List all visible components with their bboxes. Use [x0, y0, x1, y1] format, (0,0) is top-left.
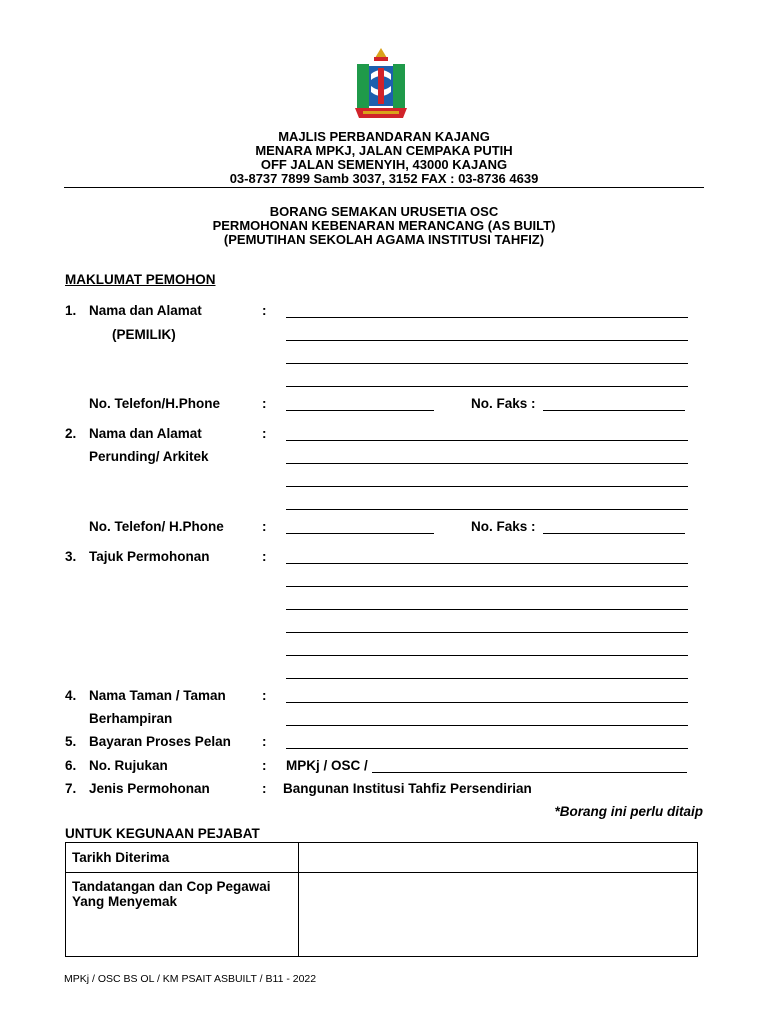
field7-label: Jenis Permohonan	[89, 781, 210, 796]
field1-line-4[interactable]	[286, 386, 688, 387]
field1-fax-line[interactable]	[543, 410, 685, 411]
field1-line-2[interactable]	[286, 340, 688, 341]
field2-sublabel: Perunding/ Arkitek	[89, 449, 209, 464]
field2-phone-colon: :	[262, 519, 267, 534]
field7-number: 7.	[65, 781, 77, 796]
field4-sublabel: Berhampiran	[89, 711, 173, 726]
field6-colon: :	[262, 758, 267, 773]
field1-label: Nama dan Alamat	[89, 303, 202, 318]
field3-line-3[interactable]	[286, 609, 688, 610]
field6-line[interactable]	[372, 772, 687, 773]
field2-line-1[interactable]	[286, 440, 688, 441]
signature-cell[interactable]	[299, 873, 698, 957]
field7-colon: :	[262, 781, 267, 796]
header-divider	[64, 187, 704, 188]
field6-prefix: MPKj / OSC /	[286, 758, 368, 773]
field1-phone-line[interactable]	[286, 410, 434, 411]
field5-line[interactable]	[286, 748, 688, 749]
field5-label: Bayaran Proses Pelan	[89, 734, 231, 749]
field1-line-3[interactable]	[286, 363, 688, 364]
council-phone: 03-8737 7899 Samb 3037, 3152 FAX : 03-8736 4639	[229, 171, 539, 186]
council-name: MAJLIS PERBANDARAN KAJANG	[278, 129, 490, 144]
field5-number: 5.	[65, 734, 77, 749]
field7-value: Bangunan Institusi Tahfiz Persendirian	[283, 781, 532, 796]
field2-line-2[interactable]	[286, 463, 688, 464]
mpkj-crest-logo	[355, 46, 407, 122]
field1-number: 1.	[65, 303, 77, 318]
field3-label: Tajuk Permohonan	[89, 549, 210, 564]
field3-line-6[interactable]	[286, 678, 688, 679]
field1-line-1[interactable]	[286, 317, 688, 318]
field4-line-1[interactable]	[286, 702, 688, 703]
field4-colon: :	[262, 688, 267, 703]
office-use-title: UNTUK KEGUNAAN PEJABAT	[65, 826, 260, 841]
field1-fax-label: No. Faks :	[471, 396, 536, 411]
field3-line-1[interactable]	[286, 563, 688, 564]
field2-line-3[interactable]	[286, 486, 688, 487]
field3-number: 3.	[65, 549, 77, 564]
field2-line-4[interactable]	[286, 509, 688, 510]
form-title-3: (PEMUTIHAN SEKOLAH AGAMA INSTITUSI TAHFIZ)	[223, 232, 545, 247]
field3-colon: :	[262, 549, 267, 564]
council-address-1: MENARA MPKJ, JALAN CEMPAKA PUTIH	[255, 143, 513, 158]
form-title-1: BORANG SEMAKAN URUSETIA OSC	[269, 204, 499, 219]
form-title-2: PERMOHONAN KEBENARAN MERANCANG (AS BUILT)	[212, 218, 556, 233]
field6-label: No. Rujukan	[89, 758, 168, 773]
form-code-footer: MPKj / OSC BS OL / KM PSAIT ASBUILT / B11 - 2022	[64, 973, 317, 985]
field2-number: 2.	[65, 426, 77, 441]
section-title: MAKLUMAT PEMOHON	[65, 272, 216, 287]
field4-line-2[interactable]	[286, 725, 688, 726]
field4-label: Nama Taman / Taman	[89, 688, 226, 703]
field1-phone-colon: :	[262, 396, 267, 411]
field5-colon: :	[262, 734, 267, 749]
field1-sublabel: (PEMILIK)	[112, 327, 176, 342]
field3-line-5[interactable]	[286, 655, 688, 656]
received-date-label: Tarikh Diterima	[66, 843, 299, 873]
received-date-cell[interactable]	[299, 843, 698, 873]
council-address-2: OFF JALAN SEMENYIH, 43000 KAJANG	[260, 157, 508, 172]
field2-phone-label: No. Telefon/ H.Phone	[89, 519, 224, 534]
typing-note: *Borang ini perlu ditaip	[554, 804, 703, 819]
office-use-table	[65, 842, 698, 957]
signature-label: Tandatangan dan Cop Pegawai Yang Menyemak	[66, 873, 299, 957]
field2-fax-label: No. Faks :	[471, 519, 536, 534]
field3-line-2[interactable]	[286, 586, 688, 587]
field1-colon: :	[262, 303, 267, 318]
field4-number: 4.	[65, 688, 77, 703]
field2-fax-line[interactable]	[543, 533, 685, 534]
field1-phone-label: No. Telefon/H.Phone	[89, 396, 220, 411]
field3-line-4[interactable]	[286, 632, 688, 633]
table-row	[66, 873, 698, 957]
field2-colon: :	[262, 426, 267, 441]
field2-phone-line[interactable]	[286, 533, 434, 534]
field6-number: 6.	[65, 758, 77, 773]
table-row	[66, 843, 698, 873]
field2-label: Nama dan Alamat	[89, 426, 202, 441]
